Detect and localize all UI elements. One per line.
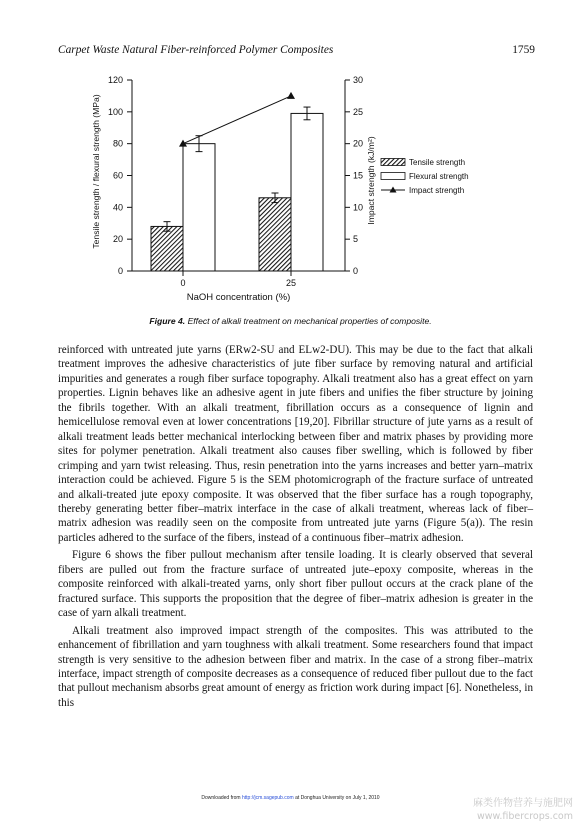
legend-swatch-flexural	[381, 173, 405, 180]
left-tick-label: 20	[112, 234, 123, 245]
flexural-bar	[291, 113, 323, 271]
footer-link[interactable]: http://jcm.sagepub.com	[241, 795, 294, 801]
body-text	[58, 343, 533, 710]
impact-line	[183, 96, 291, 144]
x-axis-title: NaOH concentration (%)	[186, 292, 291, 303]
legend-label: Impact strength	[409, 186, 465, 195]
tensile-bar	[151, 226, 183, 271]
watermark-line-2: www.fibercrops.com	[476, 811, 573, 822]
footer-suffix: at Donghua University on July 1, 2010	[293, 795, 380, 801]
left-tick-label: 120	[107, 75, 123, 85]
left-tick-label: 60	[112, 170, 123, 181]
watermark-line-1: 麻类作物营养与施肥网	[473, 798, 573, 809]
figure-caption	[0, 316, 581, 326]
right-tick-label: 5	[353, 234, 359, 245]
right-tick-label: 25	[353, 106, 364, 117]
right-y-axis-title: Impact strength (kJ/m²)	[366, 136, 376, 225]
legend-label: Flexural strength	[409, 172, 469, 181]
caption-text: Effect of alkali treatment on mechanical properties of composite.	[187, 316, 432, 326]
x-tick-label: 0	[180, 278, 186, 288]
paragraph: reinforced with untreated jute yarns (ERw2-SU and ELw2-DU). This may be due to the fact that alkali treatment improves the adhesive characteristics of jute fiber surface by removing natural and artificial impurities and generates a rough fiber surface topography. Alkali treatment also has a great effect on yarn properties. Lignin behaves like an adhesive agent in jute fibers and unifies the fiber structure by joining the fibrils together. With an alkali treatment, fibrillation occurs as a consequence of lignin and hemicellulose removal even at lower concentrations [19,20]. Fibrillar structure of jute yarns as a result of alkali treatment leads better mechanical interlocking between fiber and matrix phases by providing more sites for polymer penetration. Alkali treatment also causes fiber swelling, which is followed by fiber crimping and yarn twist releasing. Thus, resin penetration into the yarns increases and better yarn–matrix interaction could be achieved. Figure 5 is the SEM photomicrograph of the fracture surface of untreated and alkali-treated jute epoxy composite. It was observed that the fiber surface has a rough topography, thereby generating better fiber–matrix interface in the case of alkali treatment, whereas lack of fiber–matrix adhesion was readily seen on the composite from untreated jute yarns (Figure 5(a)). The resin particles adhered to the surface of the fibers, instead of a continuous fiber–matrix adhesion.	[58, 344, 533, 544]
page-number: 1759	[512, 44, 535, 56]
flexural-bar	[183, 144, 215, 271]
impact-marker	[287, 92, 295, 99]
footer-prefix: Downloaded from	[201, 795, 242, 801]
tensile-bar	[259, 198, 291, 271]
left-tick-label: 0	[117, 266, 123, 276]
legend-label: Tensile strength	[409, 158, 466, 167]
legend-swatch-tensile	[381, 159, 405, 166]
paragraph: Figure 6 shows the fiber pullout mechanism after tensile loading. It is clearly observed that several fibers are pulled out from the fracture surface of untreated jute–epoxy composite, whereas in the composite reinforced with alkali-treated yarns, only short fiber pullout occurs at the crack plane of the fractured surface. This supports the proposition that the degree of fiber–matrix adhesion is greater in the case of yarn alkali treatment.	[58, 549, 533, 620]
running-title: Carpet Waste Natural Fiber-reinforced Polymer Composites	[58, 44, 334, 56]
right-tick-label: 15	[353, 170, 364, 181]
watermark	[473, 797, 573, 823]
paragraph: Alkali treatment also improved impact strength of the composites. This was attributed to the enhancement of fibrillation and yarn toughness with alkali treatment. Some researchers found that impact strength is very sensitive to the adhesion between fiber and matrix. In the case of a strong fiber–matrix interface, impact strength of composite decreases as a consequence of reduced fiber pullout due to the fact that pullout mechanism absorbs great amount of energy as friction work during impact [6]. Nonetheless, in this	[58, 624, 533, 709]
left-tick-label: 80	[112, 138, 123, 149]
caption-label: Figure 4.	[149, 316, 186, 326]
left-tick-label: 100	[107, 106, 123, 117]
right-tick-label: 20	[353, 138, 364, 149]
left-tick-label: 40	[112, 202, 123, 213]
figure-4-chart	[0, 0, 581, 312]
right-tick-label: 30	[353, 75, 364, 85]
left-y-axis-title: Tensile strength / flexural strength (MPa)	[91, 94, 101, 249]
right-tick-label: 0	[353, 266, 359, 276]
x-tick-label: 25	[285, 278, 297, 288]
right-tick-label: 10	[353, 202, 364, 213]
